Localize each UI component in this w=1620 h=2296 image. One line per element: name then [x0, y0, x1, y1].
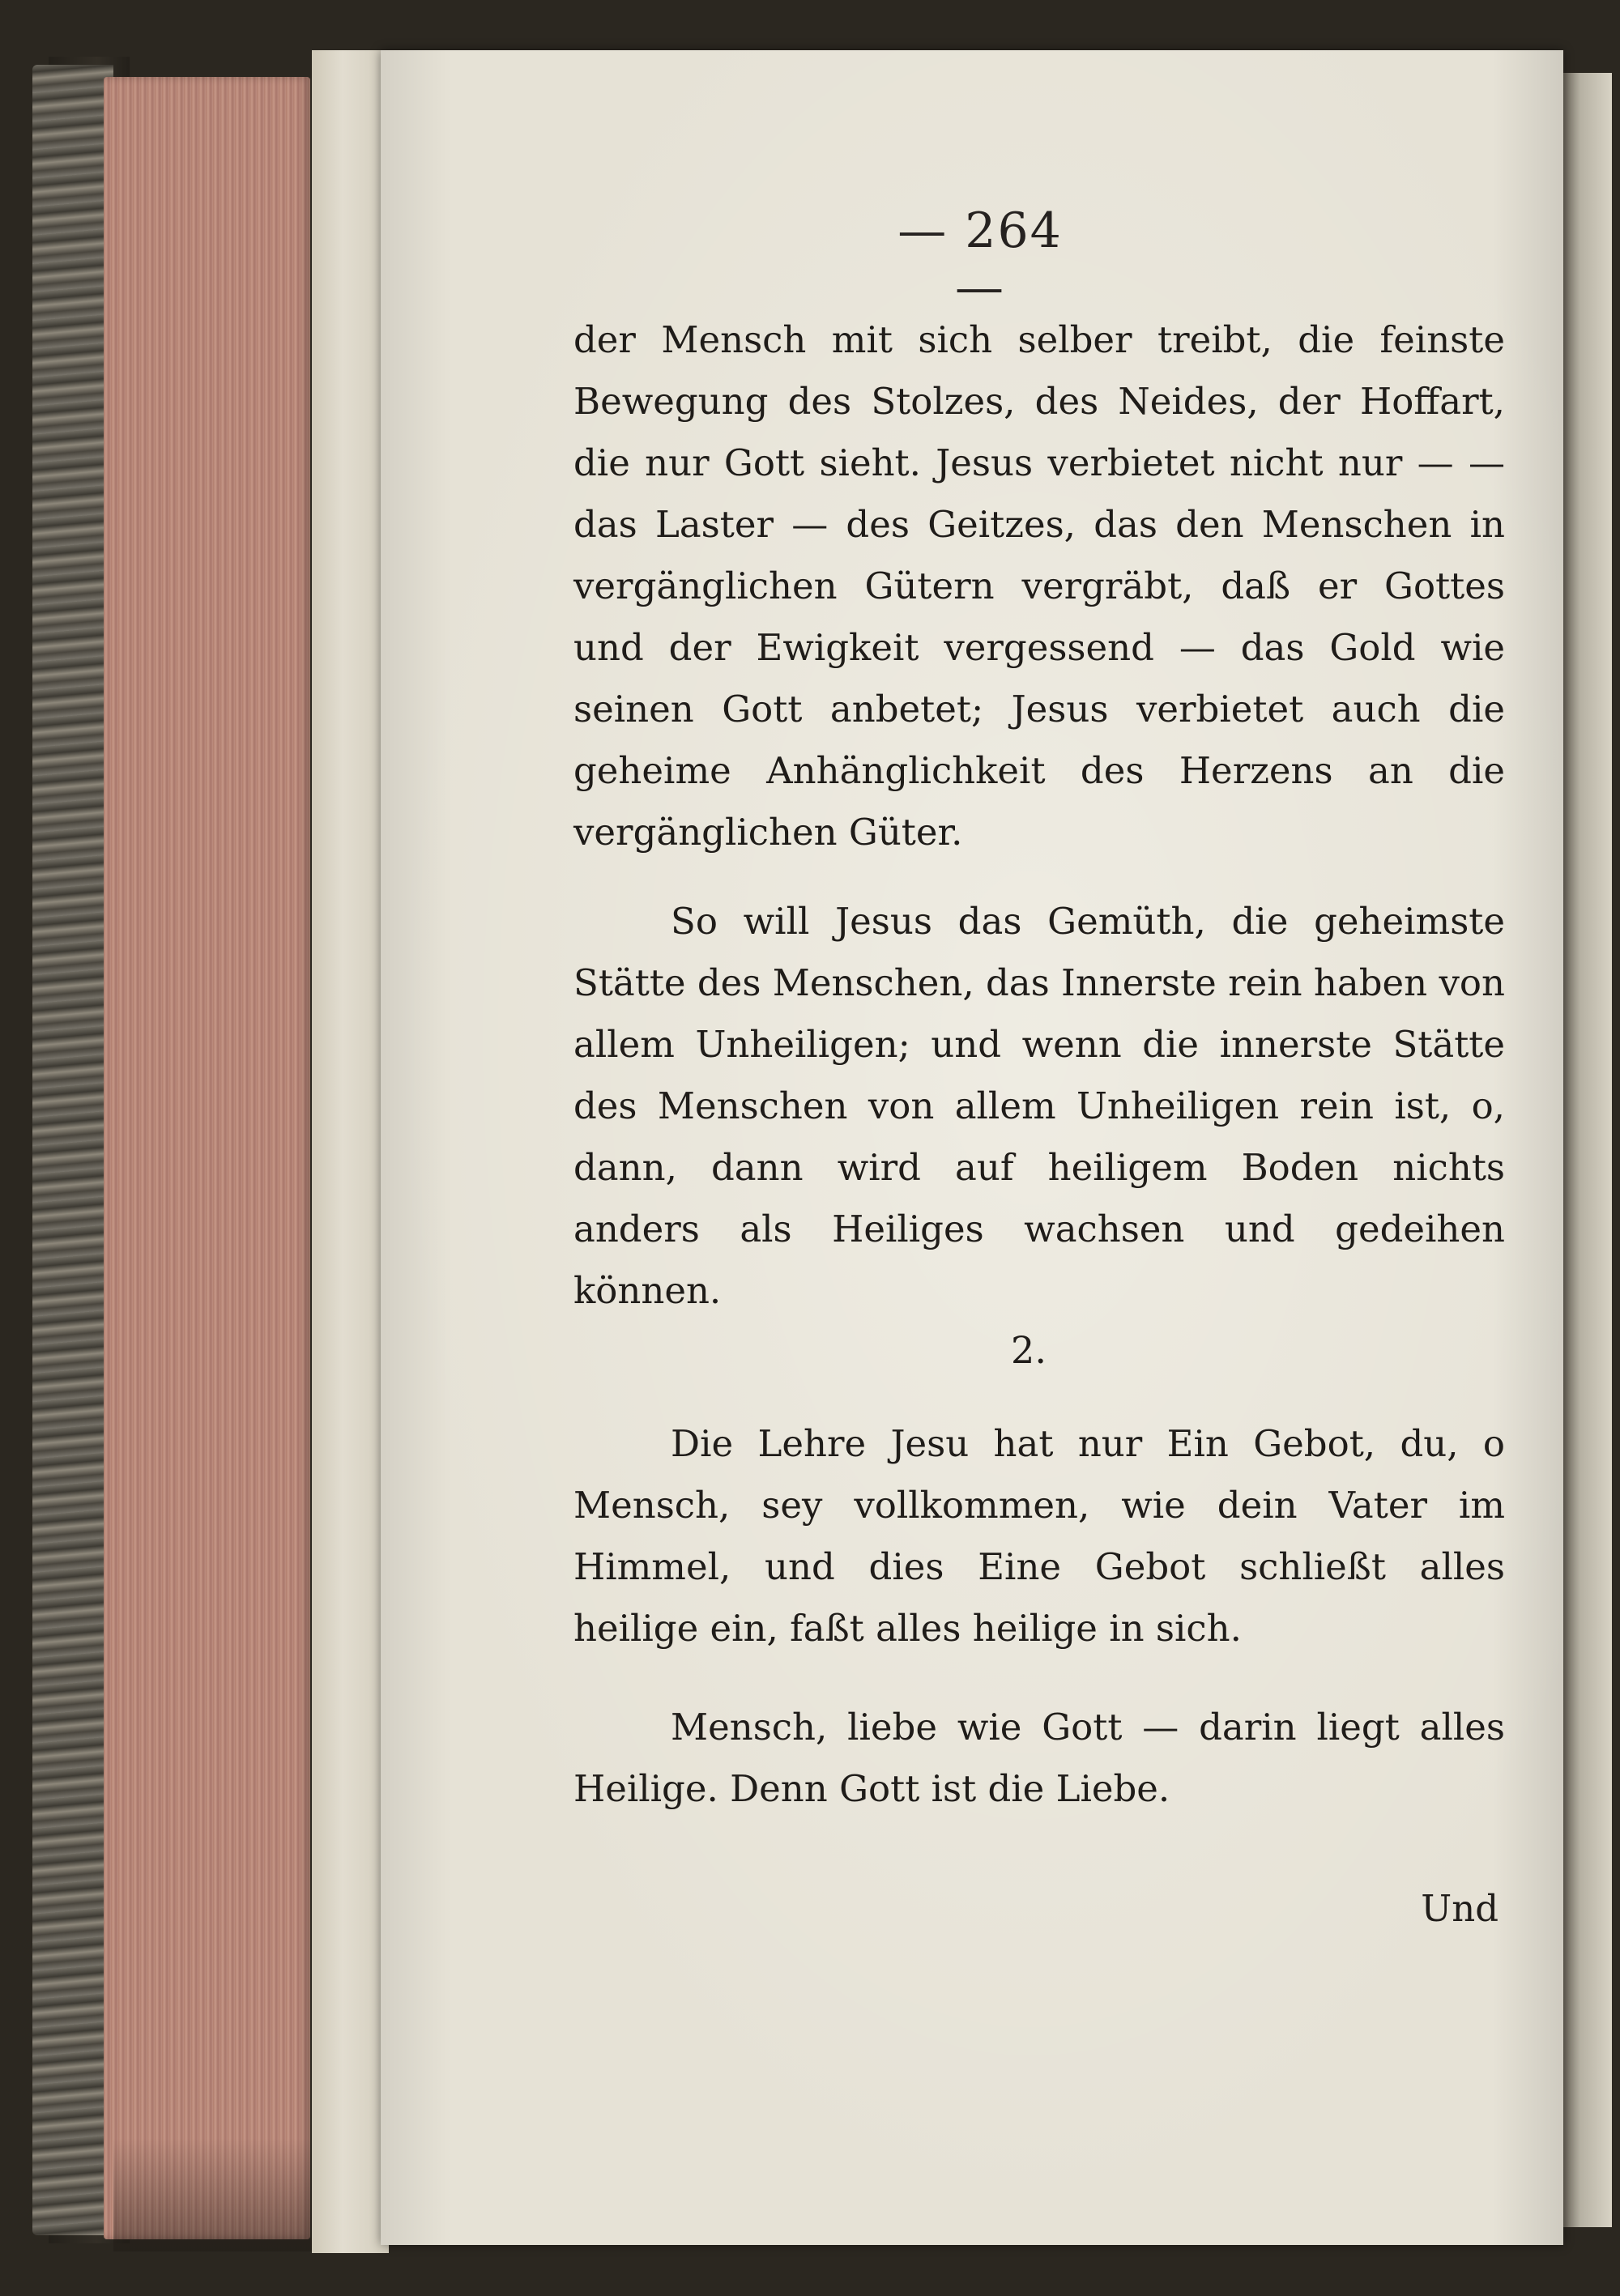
catchword: Und — [1421, 1887, 1498, 1930]
paragraph-1: der Mensch mit sich selber treibt, die feinste Bewegung des Stolzes, des Neides, der Hoffart, die nur Gott sieht. Jesus verbietet nicht nur — — das Laster — des Geitzes, das den Menschen in vergänglichen Gütern vergräbt, daß er Gottes und der Ewigkeit vergessend — das Gold wie seinen Gott anbetet; Jesus verbietet auch die geheime Anhänglichkeit des Herzens an die vergänglichen Güter. — [573, 318, 1505, 854]
marbled-cover — [32, 65, 113, 2235]
paragraph-4: Mensch, liebe wie Gott — darin liegt alles Heilige. Denn Gott ist die Liebe. — [573, 1706, 1505, 1810]
next-page-edge — [1563, 73, 1612, 2227]
paragraph-2: So will Jesus das Gemüth, die geheimste Stätte des Menschen, das Innerste rein haben von allem Unheiligen; und wenn die innerste Stätte des Menschen von allem Unheiligen rein ist, o, dann, dann wird auf heiligem Boden nichts anders als Heiliges wachsen und gedeihen können. — [573, 900, 1505, 1312]
page-edges — [104, 77, 310, 2239]
paragraph-3: Die Lehre Jesu hat nur Ein Gebot, du, o Mensch, sey vollkommen, wie dein Vater im Himmel, und dies Eine Gebot schließt alles heilige ein, faßt alles heilige in sich. — [573, 1422, 1505, 1650]
paragraph-3-block — [573, 1413, 1505, 1659]
paragraph-4-block — [573, 1697, 1505, 1820]
page-gutter — [312, 50, 389, 2253]
page-edges-shadow — [113, 2138, 320, 2251]
page-number: — 264 — — [897, 202, 1063, 316]
paragraph-2-block — [573, 891, 1505, 1322]
section-number: 2. — [1011, 1328, 1047, 1372]
paragraph-1-block — [573, 309, 1505, 863]
